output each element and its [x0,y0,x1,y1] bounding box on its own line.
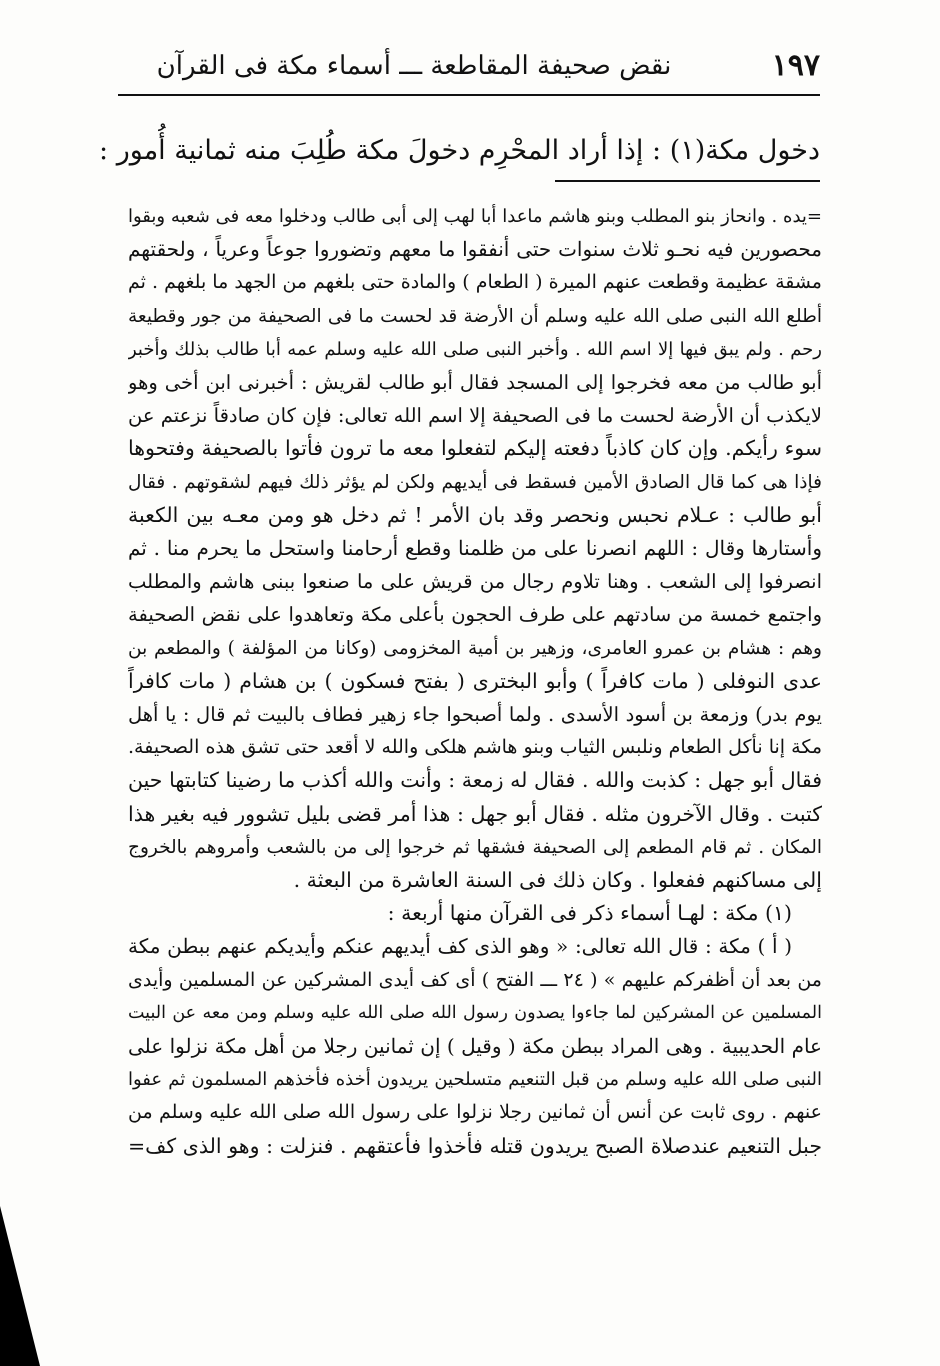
footnote-line: انصرفوا إلى الشعب . وهنا تلاوم رجال من قريش على ما صنعوا ببنى هاشم والمطلب [128,570,822,594]
footnote-line: جبل التنعيم عندصلاة الصبح يريدون قتله فأخذوا فأعتقهم . فنزلت : وهو الذى كف= [128,1133,822,1158]
footnote-line: عنهم . روى ثابت عن أنس أن ثمانين رجلا نزلوا على رسول الله صلى الله عليه وسلم من [128,1101,822,1124]
footnote-line: فقال أبو جهل : كذبت والله . فقال له زمعة : وأنت والله أكذب ما رضينا كتابتها حين [128,768,822,793]
footnote-line: أبو طالب : عـلام نحبس ونحصر وقد بان الأمر ! ثم دخل هو ومن معـه بين الكعبة [128,502,822,527]
footnote-line: المسلمين عن المشركين لما جاءوا يصدون رسول الله صلى الله عليه وسلم ومن معه عن البيت [128,1002,822,1023]
footnote-line: كتبت . وقال الآخرون مثله . فقال أبو جهل : هذا أمر قضى بليل تشوور فيه بغير هذا [128,801,822,826]
running-title: نقض صحيفة المقاطعة ـــ أسماء مكة فى القرآن [156,51,672,81]
footnote-line: المكان . ثم قام المطعم إلى الصحيفة فشقها ثم خرجوا إلى من بالشعب وأمروهم بالخروج [128,836,822,858]
footnote-line: فإذا هى كما قال الصادق الأمين فسقط فى أيديهم ولكن لم يؤثر ذلك فيهم لشقوتهم . فقال [128,471,822,493]
footnote-line: من بعد أن أظفركم عليهم » ( ٢٤ ـــ الفتح ) أى كف أيدى المشركين عن المسلمين وأيدى [128,968,822,991]
footnote-line: عدى النوفلى ( مات كافراً ) وأبو البخترى ( بفتح فسكون ) بن هشام ( مات كافراً [128,668,822,693]
footnote-line: أطلع الله النبى صلى الله عليه وسلم أن الأرضة قد لحست ما فى الصحيفة من جور وقطيعة [128,305,822,327]
footnote-line: وأستارها وقال : اللهم انصرنا على من ظلمنا وقطع أرحامنا واستحل ما يحرم منا . ثم [128,536,822,561]
footnote-line: مكة إنا نأكل الطعام ونلبس الثياب وبنو هاشم هلكى والله لا أقعد حتى تشق هذه الصحيفة. [128,736,822,759]
main-heading: دخول مكة(١) : إذا أراد المحْرِم دخولَ مكة طُلِبَ منه ثمانية أُمور : [99,135,820,166]
scan-corner-shadow [0,1206,40,1366]
footnote-separator-rule [555,180,820,182]
footnote-line: أبو طالب من معه فخرجوا إلى المسجد فقال أبو طالب لقريش : أخبرنى ابن أخى وهو [128,371,822,395]
footnote-line: إلى مساكنهم ففعلوا . وكان ذلك فى السنة العاشرة من البعثة . [293,868,822,893]
footnote-line: (١) مكة : لهـا أسماء ذكر فى القرآن منها أربعة : [387,901,792,926]
footnote-line: واجتمع خمسة من سادتهم على طرف الحجون بأعلى مكة وتعاهدوا على نقض الصحيفة [128,603,822,627]
footnote-line: =يده . وانحاز بنو المطلب وبنو هاشم ماعدا أبا لهب إلى أبى طالب ودخلوا معه فى شعبه وبقوا [128,206,822,227]
page-header [118,44,820,88]
footnote-line: محصورين فيه نحـو ثلاث سنوات حتى أنفقوا ما معهم وتضوروا جوعاً وعرياً ، ولحقتهم [128,237,822,262]
footnotes-block [128,200,822,1163]
footnote-line: وهم : هشام بن عمرو العامرى، وزهير بن أمية المخزومى (وكانا من المؤلفة ) والمطعم بن [128,637,822,659]
footnote-line: عام الحديبية . وهى المراد ببطن مكة ( وقيل ) إن ثمانين رجلا من أهل مكة نزلوا على [128,1034,822,1059]
footnote-line: رحم . ولم يبق فيها إلا اسم الله . وأخبر النبى صلى الله عليه وسلم عمه أبا طالب بذلك وأخبر [128,338,822,360]
footnote-line: سوء رأيكم. وإن كان كاذباً دفعته إليكم لتفعلوا معه ما ترون فأتوا بالصحيفة وفتحوها [128,436,822,461]
footnote-line: النبى صلى الله عليه وسلم من قبل التنعيم متسلحين يريدون أخذه فأخذهم المسلمون ثم عفوا [128,1069,822,1091]
footnote-line: لايكذب أن الأرضة لحست ما فى الصحيفة إلا اسم الله تعالى: فإن كان صادقاً نزعتم عن [128,404,822,428]
header-rule [118,94,820,96]
footnote-line: مشقة عظيمة وقطعت عنهم الميرة ( الطعام ) والمادة حتى بلغهم من الجهد ما بلغهم . ثم [128,271,822,294]
footnote-line: يوم بدر) وزمعة بن أسود الأسدى . ولما أصبحوا جاء زهير فطاف بالبيت ثم قال : يا أهل [128,703,822,727]
footnote-line: ( أ ) مكة : قال الله تعالى: « وهو الذى كف أيديهم عنكم وأيديكم عنهم ببطن مكة [128,934,792,959]
page-number: ١٩٧ [771,48,820,83]
